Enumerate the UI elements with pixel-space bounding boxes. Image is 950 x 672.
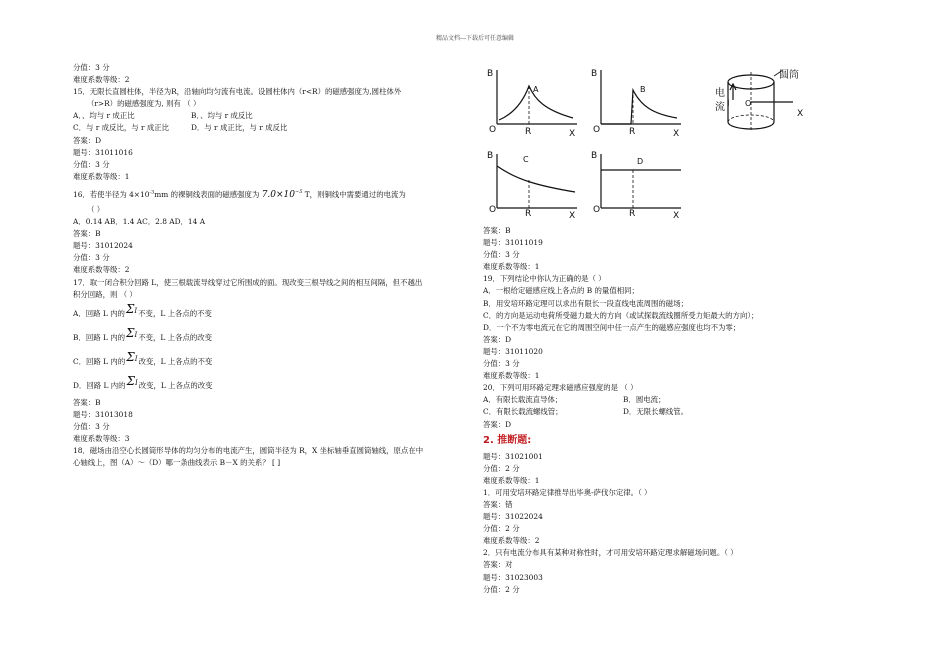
option-a: A．、均与 r 成正比 [73, 111, 135, 121]
option-d: D．与 r 成正比，与 r 成反比 [191, 123, 288, 133]
difficulty: 难度系数等级：1 [483, 475, 540, 485]
q16-exp: -3 [149, 189, 155, 196]
question-16 [73, 183, 473, 204]
svg-text:电: 电 [715, 88, 725, 99]
options: A．0.14 AB．1.4 AC．2.8 AD．14 A [73, 217, 206, 227]
option-d: D．回路 L 内的ΣI改变，L 上各点的改变 [73, 373, 213, 390]
svg-text:X: X [569, 211, 576, 221]
option-a: A．回路 L 内的ΣI不变，L 上各点的不变 [73, 301, 212, 318]
answer: 答案：B [73, 229, 101, 239]
option-c: C．回路 L 内的ΣI改变，L 上各点的不变 [73, 349, 213, 366]
score: 分值：3 分 [73, 421, 110, 431]
option-d: D．无限长螺线管。 [623, 407, 689, 417]
text-line: 心轴线上，图（A）～（D）哪一条曲线表示 B－X 的关系？ [ ] [73, 458, 281, 468]
judgement-question-2: 2．只有电流分布具有某种对称性时，才可用安培环路定理求解磁场问题。（ ） [483, 548, 738, 558]
question-20: 20．下列可用环路定理求磁感应强度的是 （ ） [483, 383, 638, 393]
option-c: C．与 r 成反比，与 r 成正比 [73, 123, 170, 133]
difficulty: 难度系数等级：3 [73, 433, 130, 443]
option-b: B．用安培环路定理可以求出有限长一段直线电流周围的磁场； [483, 298, 688, 308]
score: 分值：3 分 [73, 159, 110, 169]
sigma-symbol: ΣI [126, 349, 138, 364]
option-c: C．的方向是运动电荷所受磁力最大的方向（或试探载流线圈所受力矩最大的方向）； [483, 310, 759, 320]
svg-text:R: R [629, 209, 636, 219]
difficulty: 难度系数等级：2 [73, 265, 130, 275]
answer: 答案：D [73, 135, 102, 145]
question-17: 17．取一闭合积分回路 L，使三根载流导线穿过它所围成的面。现改变三根导线之间的相互间隔，但不越出 [73, 277, 423, 287]
question-id: 题号：31022024 [483, 512, 543, 522]
svg-text:O: O [489, 125, 497, 135]
left-column [73, 62, 473, 469]
svg-text:D: D [637, 157, 644, 166]
q16-part: 16．若使半径为 4×10 [73, 189, 150, 199]
svg-text:R: R [525, 209, 532, 219]
option-row [483, 394, 903, 406]
page-header: 精品文档---下载后可任意编辑 [435, 35, 515, 42]
difficulty: 难度系数等级：2 [483, 536, 540, 546]
right-column [483, 225, 903, 596]
option-d: D．一个不为零电流元在它的周围空间中任一点产生的磁感应强度也均不为零； [483, 322, 741, 332]
svg-text:B: B [591, 151, 598, 161]
difficulty: 难度系数等级：1 [483, 371, 540, 381]
svg-text:圆筒: 圆筒 [779, 70, 799, 81]
answer: 答案：B [483, 226, 511, 235]
text-line: 难度系数等级：2 [73, 75, 130, 85]
question-18: 18．磁场由沿空心长圆筒形导体的均匀分布的电流产生，圆筒半径为 R，X 坐标轴垂直圆筒轴线，原点在中 [73, 446, 424, 456]
score: 分值：2 分 [483, 524, 520, 534]
option-a: A．一根给定磁感应线上各点的 B 的量值相同； [483, 286, 639, 296]
svg-text:O: O [745, 99, 752, 108]
question-id: 题号：31023003 [483, 572, 543, 582]
question-id: 题号：31011016 [73, 147, 133, 157]
text-line: （ ） [87, 204, 105, 214]
option-b: B．、均与 r 成反比 [191, 111, 253, 121]
svg-text:R: R [629, 127, 636, 137]
svg-text:流: 流 [715, 102, 725, 113]
svg-text:X: X [673, 129, 680, 139]
svg-text:B: B [487, 69, 494, 79]
formula-b: $7.0\times 10^{-5}$ [261, 188, 303, 200]
section-heading: 2. 推断题: [483, 434, 532, 446]
svg-text:B: B [591, 69, 598, 79]
score: 分值：2 分 [483, 584, 520, 594]
option-row [73, 110, 473, 122]
answer: 答案：对 [483, 560, 513, 570]
b-x-graphs-figure [483, 62, 853, 222]
score: 分值：3 分 [483, 250, 520, 260]
score: 分值：2 分 [483, 463, 520, 473]
q16-part: mm 的裸铜线表面的磁感强度为 [154, 189, 260, 199]
svg-text:B: B [487, 151, 494, 161]
option-row [483, 406, 903, 418]
text-line: 积分回路，则 （ ） [73, 289, 137, 299]
graph-b-curve [601, 90, 677, 124]
judgement-question-1: 1．可用安培环路定律推导出毕奥-萨伐尔定律。（ ） [483, 487, 652, 497]
svg-text:B: B [640, 85, 646, 94]
question-19: 19．下列结论中你认为正确的是（ ） [483, 274, 606, 284]
graph-c-curve [497, 166, 575, 192]
svg-text:C: C [523, 155, 529, 164]
svg-text:O: O [489, 205, 497, 215]
answer: 答案：错 [483, 499, 513, 509]
sigma-symbol: ΣI [125, 301, 138, 316]
option-c: C．有限长载流螺线管； [483, 407, 563, 417]
sigma-symbol: ΣI [126, 373, 138, 388]
question-id: 题号：31012024 [73, 241, 133, 251]
question-id: 题号：31011019 [483, 238, 543, 248]
svg-text:X: X [797, 109, 804, 119]
option-b: B．圆电流； [623, 395, 666, 405]
score: 分值：3 分 [73, 253, 110, 263]
svg-text:R: R [525, 127, 532, 137]
text-line: （r>R）的磁感强度为, 则有 （ ） [87, 99, 201, 109]
answer: 答案：D [483, 334, 512, 344]
svg-text:O: O [593, 125, 601, 135]
difficulty: 难度系数等级：1 [73, 171, 130, 181]
option-b: B．回路 L 内的ΣI不变，L 上各点的改变 [73, 325, 213, 342]
option-row [73, 122, 473, 134]
sigma-symbol: ΣI [126, 325, 138, 340]
svg-text:A: A [533, 85, 539, 94]
question-15: 15．无限长直圆柱体，半径为R，沿轴向均匀流有电流。设圆柱体内（r<R）的磁感强度为,圆柱体外 [73, 87, 402, 97]
svg-text:I: I [727, 99, 730, 109]
difficulty: 难度系数等级：1 [483, 262, 540, 272]
svg-text:X: X [569, 129, 576, 139]
question-id: 题号：31011020 [483, 346, 543, 356]
text-line: 分值：3 分 [73, 63, 110, 72]
question-id: 题号：31013018 [73, 409, 133, 419]
option-a: A．有限长载流直导体； [483, 395, 563, 405]
svg-text:X: X [673, 211, 680, 221]
answer: 答案：B [73, 397, 101, 407]
svg-text:O: O [593, 205, 601, 215]
answer: 答案：D [483, 419, 512, 429]
score: 分值：3 分 [483, 359, 520, 369]
question-id: 题号：31021001 [483, 451, 543, 461]
q16-part: T，则铜线中需要通过的电流为 [304, 189, 406, 199]
